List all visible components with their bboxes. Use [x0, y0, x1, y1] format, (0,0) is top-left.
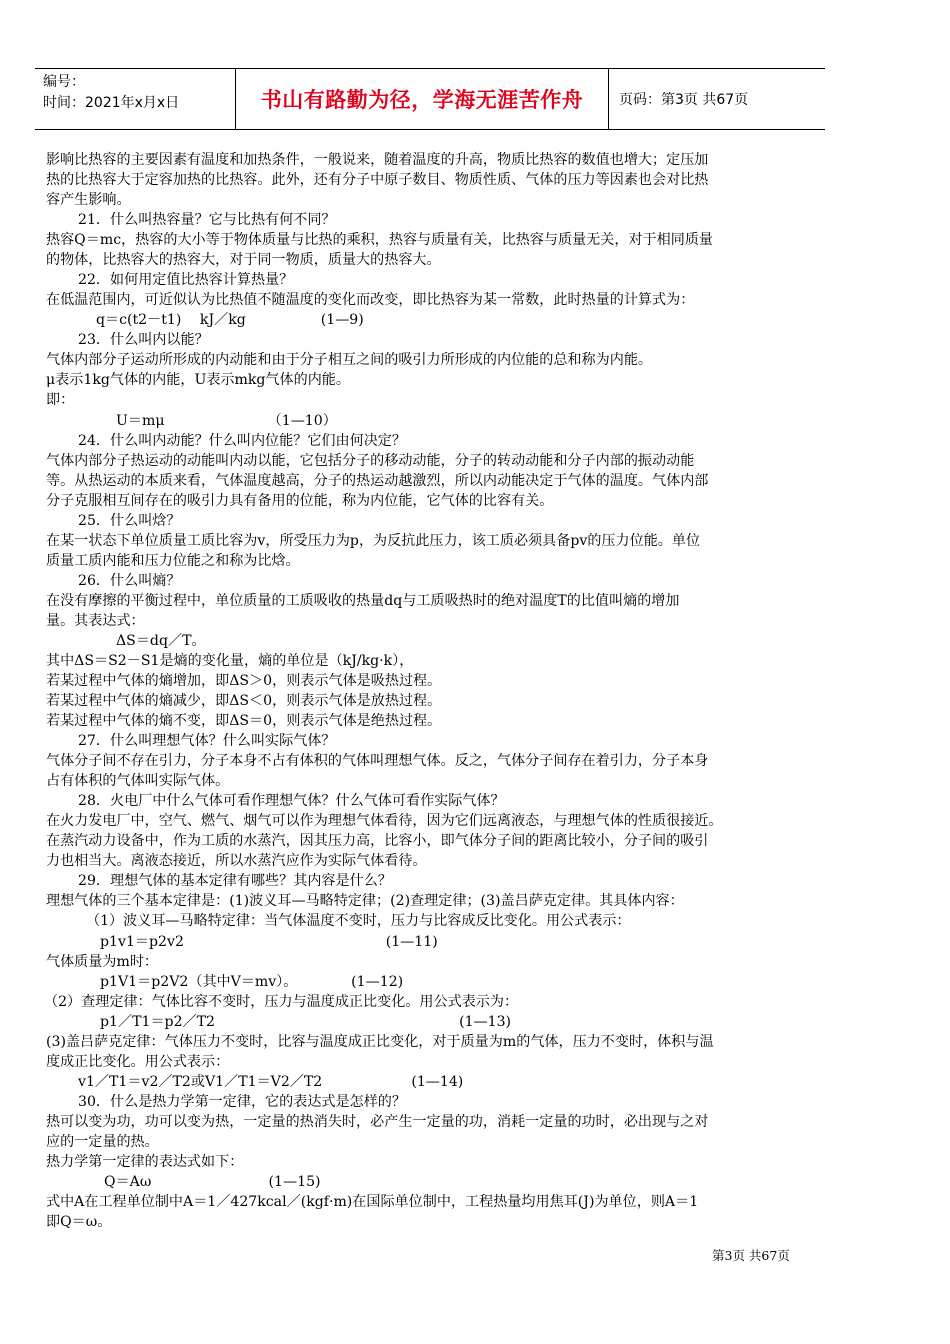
- text-line: 占有体积的气体叫实际气体。: [46, 773, 230, 789]
- text-line: 热可以变为功，功可以变为热，一定量的热消失时，必产生一定量的功，消耗一定量的功时，必出现与之对: [46, 1114, 709, 1130]
- text-line: 热力学第一定律的表达式如下：: [46, 1154, 244, 1170]
- text-line: 在火力发电厂中，空气、燃气、烟气可以作为理想气体看待，因为它们远离液态，与理想气体的性质很接近。: [46, 813, 723, 829]
- text-line: 理想气体的三个基本定律是：(1)波义耳—马略特定律；(2)查理定律；(3)盖吕萨克定律。其具体内容：: [46, 893, 684, 909]
- text-line: 气体质量为m时：: [46, 954, 159, 970]
- text-line: 热容Q＝mc，热容的大小等于物体质量与比热的乘积，热容与质量有关，比热容与质量无关，对于相同质量: [46, 232, 714, 248]
- text-line: 24．什么叫内动能？什么叫内位能？它们由何决定？: [78, 433, 406, 449]
- text-line: 应的一定量的热。: [46, 1134, 159, 1150]
- text-line: (3)盖吕萨克定律：气体压力不变时，比容与温度成正比变化，对于质量为m的气体，压力不变时，体积与温: [46, 1034, 714, 1050]
- text-line: 即：: [46, 392, 75, 408]
- text-line: Q＝Aω (1—15): [104, 1174, 321, 1190]
- text-line: 22．如何用定值比热容计算热量？: [78, 272, 294, 288]
- text-line: 在某一状态下单位质量工质比容为v，所受压力为p，为反抗此压力，该工质必须具备pv的压力位能。单位: [46, 533, 701, 549]
- text-line: 的物体，比热容大的热容大，对于同一物质，质量大的热容大。: [46, 252, 441, 268]
- text-line: 在蒸汽动力设备中，作为工质的水蒸汽，因其压力高，比容小，即气体分子间的距离比较小，分子间的吸引: [46, 833, 709, 849]
- text-line: 力也相当大。离液态接近，所以水蒸汽应作为实际气体看待。: [46, 853, 427, 869]
- text-line: 度成正比变化。用公式表示：: [46, 1054, 230, 1070]
- text-line: 即Q＝ω。: [46, 1214, 112, 1230]
- date-label: 时间：2021年x月x日: [43, 95, 180, 111]
- header-page-cell: [609, 69, 825, 129]
- text-line: ΔS＝dq／T。: [116, 633, 206, 649]
- text-line: 21．什么叫热容量？它与比热有何不同？: [78, 212, 336, 228]
- text-line: 影响比热容的主要因素有温度和加热条件，一般说来，随着温度的升高，物质比热容的数值也增大；定压加: [46, 152, 709, 168]
- text-line: 气体内部分子运动所形成的内动能和由于分子相互之间的吸引力所形成的内位能的总和称为内能。: [46, 352, 653, 368]
- text-line: 质量工质内能和压力位能之和称为比焓。: [46, 553, 300, 569]
- text-line: 28．火电厂中什么气体可看作理想气体？什么气体可看作实际气体？: [78, 793, 505, 809]
- serial-label: 编号：: [43, 74, 85, 90]
- text-line: 等。从热运动的本质来看，气体温度越高，分子的热运动越激烈，所以内动能决定于气体的温度。气体内部: [46, 473, 709, 489]
- text-line: 在低温范围内，可近似认为比热值不随温度的变化而改变，即比热容为某一常数，此时热量的计算式为：: [46, 292, 695, 308]
- text-line: 容产生影响。: [46, 192, 131, 208]
- text-line: v1／T1＝v2／T2或V1／T1＝V2／T2 (1—14): [78, 1074, 464, 1090]
- header-info-cell: [35, 69, 236, 129]
- text-line: p1／T1＝p2／T2 (1—13): [100, 1014, 512, 1030]
- text-line: 若某过程中气体的熵不变，即ΔS＝0，则表示气体是绝热过程。: [46, 713, 442, 729]
- text-line: 其中ΔS＝S2－S1是熵的变化量，熵的单位是（kJ/kg·k），: [46, 653, 414, 669]
- motto-text: 书山有路勤为径，学海无涯苦作舟: [260, 88, 584, 112]
- text-line: p1v1＝p2v2 (1—11): [100, 934, 438, 950]
- text-line: U＝mμ （1—10）: [116, 413, 337, 429]
- text-line: 27．什么叫理想气体？什么叫实际气体？: [78, 733, 336, 749]
- text-line: 气体内部分子热运动的动能叫内动以能，它包括分子的移动动能，分子的转动动能和分子内部的振动动能: [46, 453, 695, 469]
- text-line: 式中A在工程单位制中A＝1／427kcal／(kgf·m)在国际单位制中，工程热量均用焦耳(J)为单位，则A＝1: [46, 1194, 699, 1210]
- text-line: 25．什么叫焓？: [78, 513, 181, 529]
- text-line: 量。其表达式：: [46, 613, 145, 629]
- text-line: 气体分子间不存在引力，分子本身不占有体积的气体叫理想气体。反之，气体分子间存在着引力，分子本身: [46, 753, 709, 769]
- text-line: 若某过程中气体的熵增加，即ΔS＞0，则表示气体是吸热过程。: [46, 673, 442, 689]
- text-line: p1V1＝p2V2（其中V＝mv）。 (1—12): [100, 974, 404, 990]
- header-motto-cell: [236, 69, 609, 129]
- text-line: 29．理想气体的基本定律有哪些？其内容是什么？: [78, 873, 392, 889]
- page-header: [35, 68, 825, 130]
- text-line: 23．什么叫内以能？: [78, 332, 209, 348]
- text-line: 热的比热容大于定容加热的比热容。此外，还有分子中原子数目、物质性质、气体的压力等因素也会对比热: [46, 172, 709, 188]
- text-line: （2）查理定律：气体比容不变时，压力与温度成正比变化。用公式表示为：: [44, 994, 519, 1010]
- page-info: 页码：第3页 共67页: [619, 92, 749, 108]
- text-line: 在没有摩擦的平衡过程中，单位质量的工质吸收的热量dq与工质吸热时的绝对温度T的比值叫熵的增加: [46, 593, 680, 609]
- text-line: 分子克服相互间存在的吸引力具有备用的位能，称为内位能，它气体的比容有关。: [46, 493, 554, 509]
- page-footer: 第3页 共67页: [712, 1248, 790, 1263]
- text-line: q＝c(t2－t1) kJ／kg (1—9): [96, 312, 364, 328]
- text-line: 30．什么是热力学第一定律，它的表达式是怎样的？: [78, 1094, 406, 1110]
- text-line: 26．什么叫熵？: [78, 573, 181, 589]
- text-line: μ表示1kg气体的内能，U表示mkg气体的内能。: [46, 372, 350, 388]
- text-line: （1）波义耳—马略特定律：当气体温度不变时，压力与比容成反比变化。用公式表示：: [86, 913, 631, 929]
- text-line: 若某过程中气体的熵减少，即ΔS＜0，则表示气体是放热过程。: [46, 693, 442, 709]
